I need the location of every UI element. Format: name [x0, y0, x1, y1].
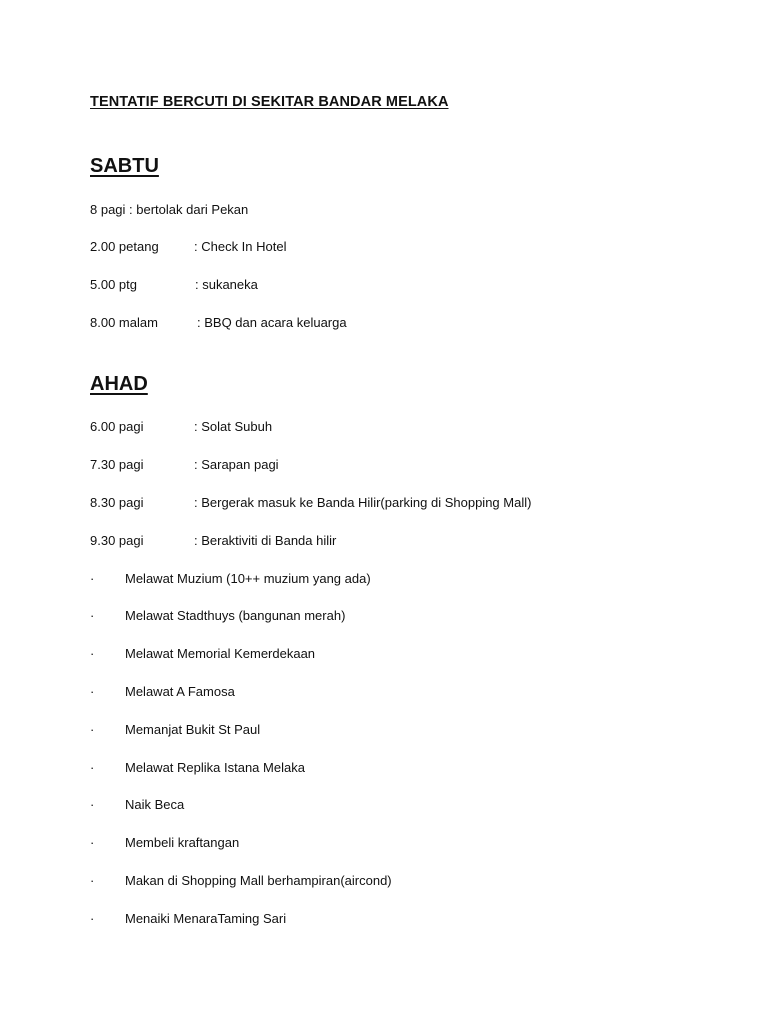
heading-sabtu: SABTU	[90, 155, 159, 177]
bullet-icon: ·	[90, 873, 95, 888]
schedule-desc: : sukaneka	[195, 277, 258, 292]
bullet-icon: ·	[90, 684, 95, 699]
activity-text: Melawat A Famosa	[125, 684, 235, 699]
activity-text: Melawat Muzium (10++ muzium yang ada)	[125, 571, 371, 586]
document-title: TENTATIF BERCUTI DI SEKITAR BANDAR MELAKA	[90, 94, 449, 110]
activity-text: Membeli kraftangan	[125, 835, 240, 850]
schedule-time: 2.00 petang	[90, 239, 159, 254]
schedule-desc: : Check In Hotel	[194, 239, 287, 254]
schedule-time: 6.00 pagi	[90, 419, 144, 434]
heading-ahad: AHAD	[90, 373, 148, 395]
activity-text: Menaiki MenaraTaming Sari	[125, 911, 287, 926]
schedule-time: 5.00 ptg	[90, 277, 137, 292]
schedule-time: 8.30 pagi	[90, 495, 144, 510]
schedule-time: 9.30 pagi	[90, 533, 144, 548]
schedule-desc: : Bergerak masuk ke Banda Hilir(parking di Shopping Mall)	[194, 495, 532, 510]
activity-text: Melawat Memorial Kemerdekaan	[125, 646, 316, 661]
schedule-desc: : BBQ dan acara keluarga	[197, 315, 347, 330]
bullet-icon: ·	[90, 722, 95, 737]
bullet-icon: ·	[90, 797, 95, 812]
activity-text: Naik Beca	[125, 797, 185, 812]
schedule-desc: : Solat Subuh	[194, 419, 273, 434]
schedule-time: 7.30 pagi	[90, 457, 144, 472]
activity-text: Melawat Stadthuys (bangunan merah)	[125, 608, 346, 623]
schedule-desc: : Sarapan pagi	[194, 457, 279, 472]
activity-text: Makan di Shopping Mall berhampiran(aircond)	[125, 873, 392, 888]
bullet-icon: ·	[90, 911, 95, 926]
activity-text: Melawat Replika Istana Melaka	[125, 760, 305, 775]
schedule-time: 8.00 malam	[90, 315, 158, 330]
bullet-icon: ·	[90, 760, 95, 775]
activity-text: Memanjat Bukit St Paul	[125, 722, 261, 737]
sabtu-first-line: 8 pagi : bertolak dari Pekan	[90, 202, 249, 217]
bullet-icon: ·	[90, 646, 95, 661]
bullet-icon: ·	[90, 571, 95, 586]
schedule-desc: : Beraktiviti di Banda hilir	[194, 533, 337, 548]
bullet-icon: ·	[90, 608, 95, 623]
bullet-icon: ·	[90, 835, 95, 850]
